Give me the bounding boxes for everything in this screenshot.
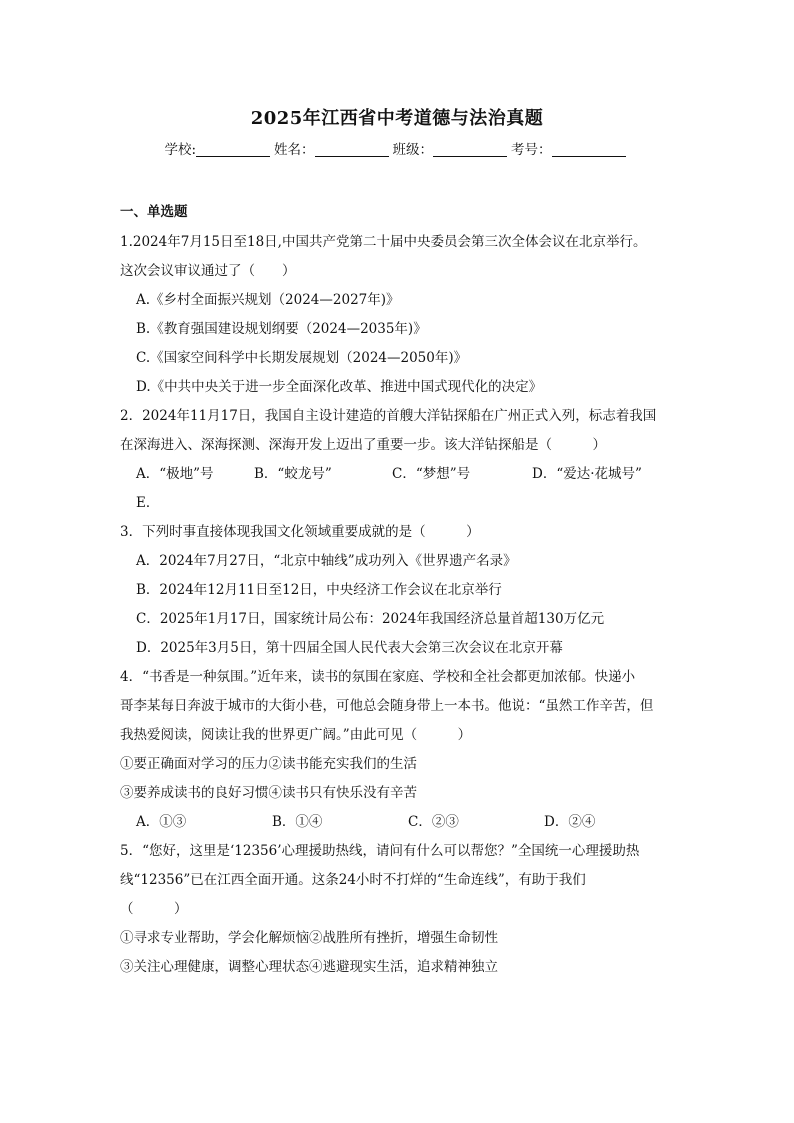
option-e[interactable]: E．: [136, 495, 160, 511]
name-blank[interactable]: [315, 142, 389, 157]
option-b[interactable]: B.《教育强国建设规划纲要（2024—2035年)》: [136, 321, 427, 337]
school-label: 学校:: [164, 142, 197, 158]
statement-line: ①寻求专业帮助，学会化解烦恼②战胜所有挫折，增强生命韧性: [120, 930, 498, 946]
class-blank[interactable]: [433, 142, 507, 157]
options-row: [120, 808, 680, 837]
answer-paren: （ ）: [120, 901, 188, 917]
option-b[interactable]: B．①④: [272, 814, 323, 830]
statement-line: ①要正确面对学习的压力②读书能充实我们的生活: [120, 756, 417, 772]
statement-line: ③要养成读书的良好习惯④读书只有快乐没有辛苦: [120, 785, 417, 801]
question-text: 线“12356”已在江西全面开通。这条24小时不打烊的“生命连线”，有助于我们: [120, 872, 586, 888]
question-text: 哥李某每日奔波于城市的大街小巷，可他总会随身带上一本书。他说：“虽然工作辛苦，但: [120, 698, 654, 714]
question-1: [120, 228, 680, 402]
option-a[interactable]: A．①③: [136, 814, 187, 830]
exam-no-blank[interactable]: [552, 142, 626, 157]
option-a[interactable]: A．2024年7月27日，“北京中轴线”成功列入《世界遗产名录》: [136, 553, 517, 569]
question-text: 5．“您好，这里是‘12356’心理援助热线，请问有什么可以帮您？”全国统一心理援助热: [120, 843, 640, 859]
option-c[interactable]: C．2025年1月17日，国家统计局公布：2024年我国经济总量首超130万亿元: [136, 611, 605, 627]
student-info-line: [0, 138, 794, 158]
page-title: 2025年江西省中考道德与法治真题: [250, 108, 544, 129]
question-text: 这次会议审议通过了（ ）: [120, 263, 296, 279]
statement-line: ③关注心理健康，调整心理状态④逃避现实生活，追求精神独立: [120, 959, 498, 975]
option-c[interactable]: C．“梦想”号: [392, 466, 471, 482]
option-b[interactable]: B．2024年12月11日至12日，中央经济工作会议在北京举行: [136, 582, 502, 598]
option-d[interactable]: D．②④: [544, 814, 596, 830]
question-text: 3．下列时事直接体现我国文化领域重要成就的是（ ）: [120, 524, 480, 540]
question-text: 我热爱阅读，阅读让我的世界更广阔。”由此可见（ ）: [120, 727, 472, 743]
exam-no-label: 考号：: [511, 142, 552, 158]
question-4: [120, 663, 680, 837]
question-5: [120, 837, 680, 982]
question-text: 在深海进入、深海探测、深海开发上迈出了重要一步。该大洋钻探船是（ ）: [120, 437, 606, 453]
option-a[interactable]: A.《乡村全面振兴规划（2024—2027年)》: [136, 292, 400, 308]
option-b[interactable]: B．“蛟龙号”: [254, 466, 332, 482]
option-a[interactable]: A．“极地”号: [136, 466, 214, 482]
section-heading: 一、单选题: [120, 204, 188, 220]
question-text: 4．“书香是一种氛围。”近年来，读书的氛围在家庭、学校和全社会都更加浓郁。快递小: [120, 669, 636, 685]
option-d[interactable]: D．“爱达·花城号”: [532, 466, 642, 482]
name-label: 姓名：: [274, 142, 315, 158]
question-2: [120, 402, 680, 518]
option-c[interactable]: C．②③: [408, 814, 459, 830]
option-d[interactable]: D．2025年3月5日，第十四届全国人民代表大会第三次会议在北京开幕: [136, 640, 563, 656]
school-blank[interactable]: [196, 142, 270, 157]
class-label: 班级：: [392, 142, 434, 158]
question-text: 2．2024年11月17日，我国自主设计建造的首艘大洋钻探船在广州正式入列，标志着我国: [120, 408, 657, 424]
question-text: 1.2024年7月15日至18日,中国共产党第二十届中央委员会第三次全体会议在北京举行。: [120, 234, 647, 250]
options-row: [120, 460, 680, 489]
option-c[interactable]: C.《国家空间科学中长期发展规划（2024—2050年)》: [136, 350, 468, 366]
option-d[interactable]: D.《中共中央关于进一步全面深化改革、推进中国式现代化的决定》: [136, 379, 543, 395]
question-3: [120, 518, 680, 663]
question-body: [120, 200, 680, 982]
